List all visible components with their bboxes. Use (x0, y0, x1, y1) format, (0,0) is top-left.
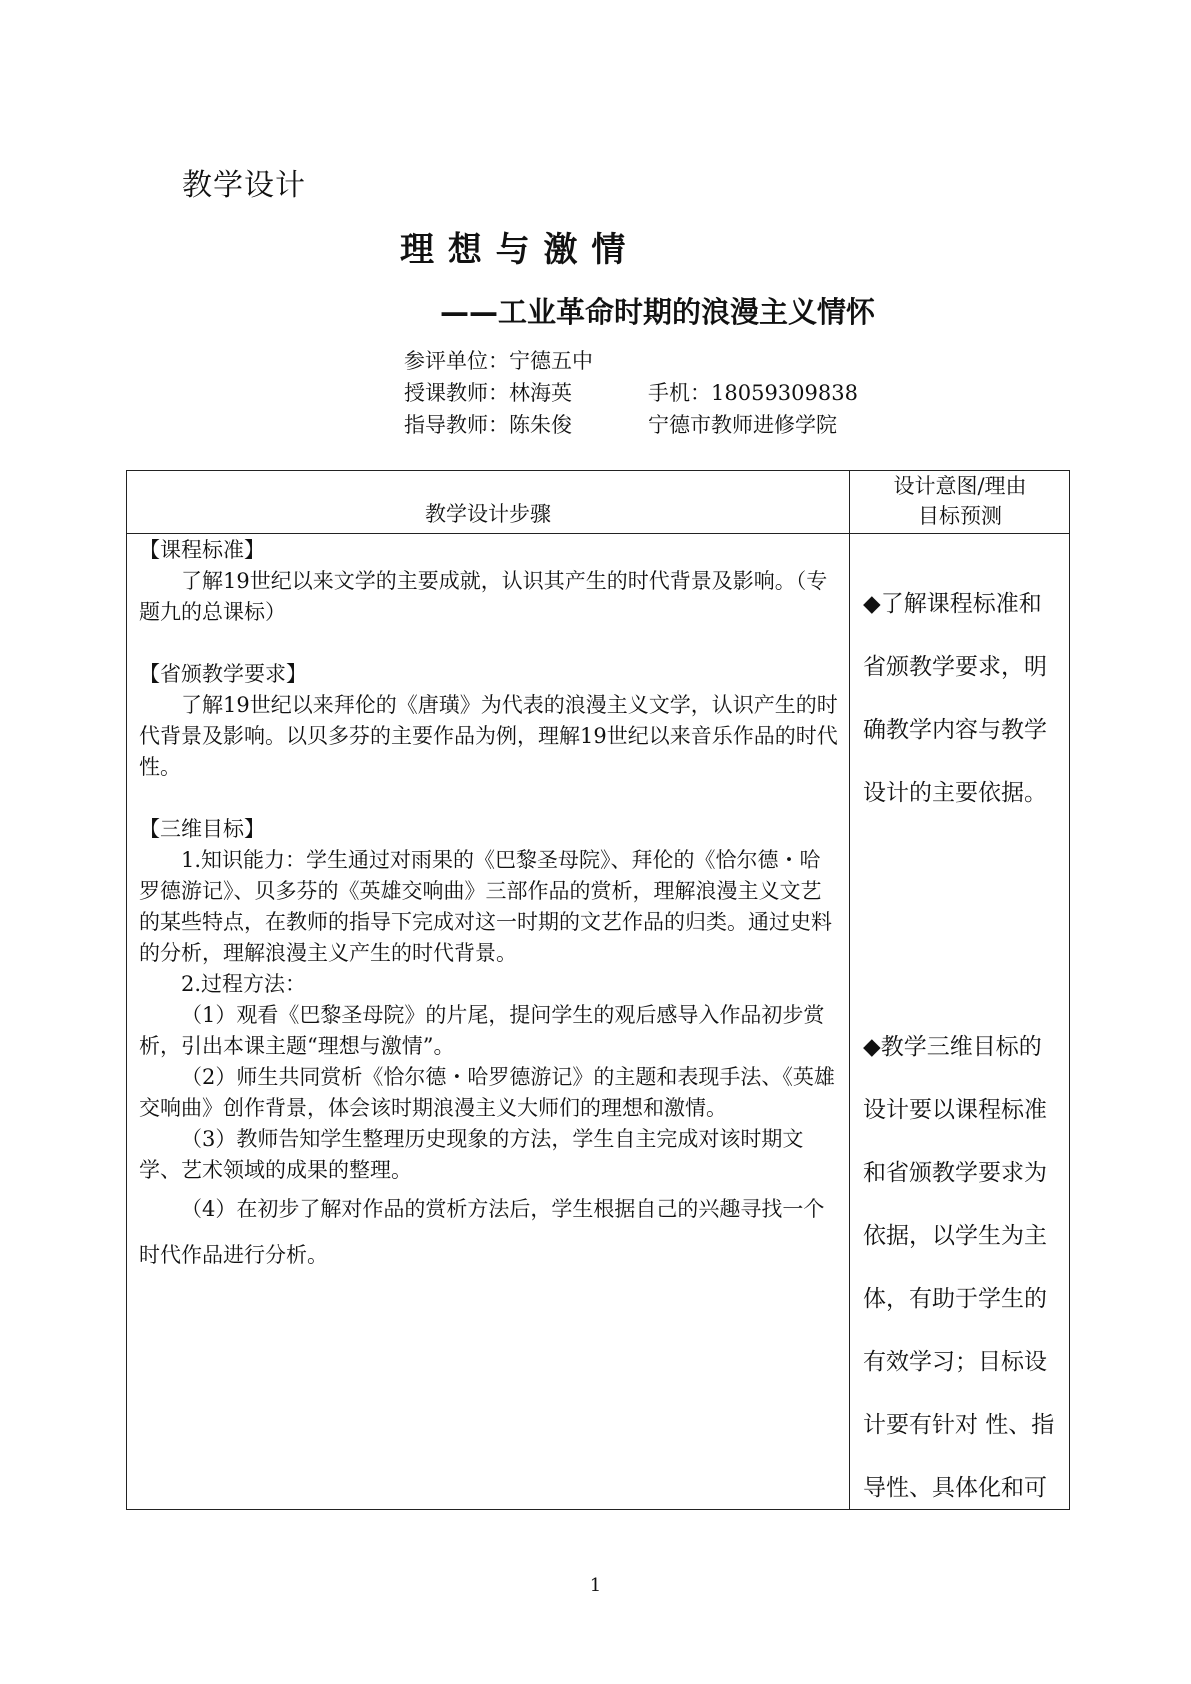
section-heading-objectives: 【三维目标】 (139, 817, 265, 841)
header-intent (851, 471, 1069, 531)
spacer (139, 628, 839, 659)
lesson-design-table (126, 470, 1070, 1510)
intent-note-2-line: 计要有针对 性、指 (863, 1412, 1055, 1438)
column-divider (849, 471, 850, 1509)
intent-note-1-line: 省颁教学要求，明 (863, 654, 1047, 680)
page-number: 1 (589, 1575, 602, 1596)
header-divider (127, 533, 1069, 534)
page-title: 理 想 与 激 情 (400, 230, 627, 270)
process-step-3: （3）教师告知学生整理历史现象的方法，学生自主完成对该时期文学、艺术领域的成果的整理。 (139, 1127, 804, 1182)
section-heading-requirements: 【省颁教学要求】 (139, 662, 307, 686)
teacher-phone: 手机：18059309838 (648, 381, 858, 405)
intent-note-2-line: 有效学习；目标设 (863, 1349, 1047, 1375)
curriculum-standard-text: 了解19世纪以来文学的主要成就，认识其产生的时代背景及影响。（专题九的总课标） (139, 569, 828, 624)
intent-note-1-line: ◆了解课程标准和 (863, 591, 1042, 617)
intent-note-1 (863, 573, 1063, 825)
requirements-text: 了解19世纪以来拜伦的《唐璜》为代表的浪漫主义文学，认识产生的时代背景及影响。以贝多芬的主要作品为例，理解19世纪以来音乐作品的时代性。 (139, 693, 838, 779)
spacer (139, 783, 839, 814)
header-intent-line-1: 设计意图/理由 (893, 474, 1027, 498)
objective-knowledge: 1.知识能力：学生通过对雨果的《巴黎圣母院》、拜伦的《恰尔德・哈罗德游记》、贝多芬的《英雄交响曲》三部作品的赏析，理解浪漫主义文艺的某些特点，在教师的指导下完成对这一时期的文艺作品的归类。通过史料的分析，理解浪漫主义产生的时代背景。 (139, 848, 832, 965)
intent-note-2-line: 和省颁教学要求为 (863, 1160, 1047, 1186)
advisor-unit: 宁德市教师进修学院 (648, 413, 837, 437)
info-row-advisor (404, 409, 837, 441)
header-steps: 教学设计步骤 (425, 502, 551, 526)
process-step-2: （2）师生共同赏析《恰尔德・哈罗德游记》的主题和表现手法、《英雄交响曲》创作背景，体会该时期浪漫主义大师们的理想和激情。 (139, 1065, 835, 1120)
page-subtitle: ——工业革命时期的浪漫主义情怀 (440, 295, 876, 329)
objective-process-heading: 2.过程方法： (181, 972, 307, 996)
intent-note-2-line: 体，有助于学生的 (863, 1286, 1047, 1312)
process-step-4: （4）在初步了解对作品的赏析方法后，学生根据自己的兴趣寻找一个时代作品进行分析。 (139, 1197, 825, 1267)
info-row-unit (404, 345, 593, 377)
intent-note-2-line: 依据，以学生为主 (863, 1223, 1047, 1249)
intent-note-2 (863, 1016, 1063, 1520)
intent-note-2-line: 导性、具体化和可 (863, 1475, 1047, 1501)
header-intent-line-2: 目标预测 (918, 504, 1002, 528)
intent-note-1-line: 确教学内容与教学 (863, 717, 1047, 743)
author-info (404, 345, 858, 441)
intent-note-2-line: 设计要以课程标准 (863, 1097, 1047, 1123)
advisor-name: 指导教师：陈朱俊 (404, 413, 572, 437)
process-step-1: （1）观看《巴黎圣母院》的片尾，提问学生的观后感导入作品初步赏析，引出本课主题“理想与激情”。 (139, 1003, 825, 1058)
intent-note-1-line: 设计的主要依据。 (863, 780, 1047, 806)
intent-note-2-line: ◆教学三维目标的 (863, 1034, 1042, 1060)
document-label: 教学设计 (182, 168, 306, 203)
section-heading-curriculum: 【课程标准】 (139, 538, 265, 562)
teacher-name: 授课教师：林海英 (404, 381, 572, 405)
info-row-teacher (404, 377, 858, 409)
participating-unit: 参评单位：宁德五中 (404, 349, 593, 373)
design-steps-content (139, 535, 839, 1278)
